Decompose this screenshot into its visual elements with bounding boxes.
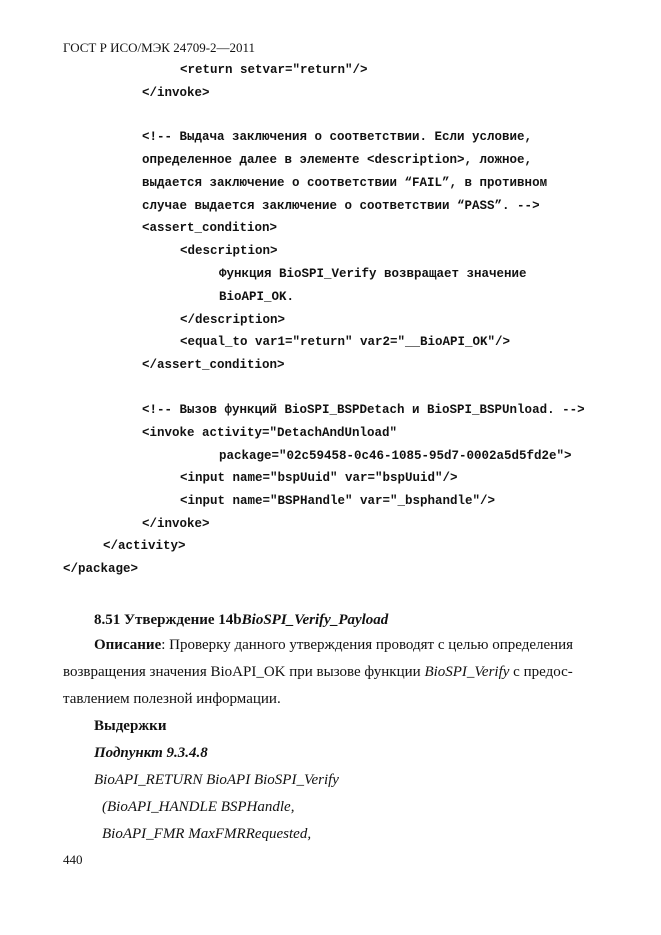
code-comment-line: <!-- Вызов функций BioSPI_BSPDetach и BioSPI_BSPUnload. -->	[142, 403, 585, 417]
description-line	[63, 664, 573, 681]
page-number: 440	[63, 852, 83, 867]
code-line: </description>	[180, 313, 286, 327]
signature-line: BioAPI_RETURN BioAPI BioSPI_Verify	[94, 772, 339, 788]
code-line: </invoke>	[142, 86, 210, 100]
signature-line: BioAPI_FMR MaxFMRRequested,	[102, 826, 312, 842]
code-line: <equal_to var1="return" var2="__BioAPI_OK"/>	[180, 335, 511, 349]
code-line: <return setvar="return"/>	[180, 63, 368, 77]
code-line: BioAPI_OK.	[219, 290, 295, 304]
code-line: package="02c59458-0c46-1085-95d7-0002a5d5fd2e">	[219, 449, 572, 463]
section-heading-title: BioSPI_Verify_Payload	[241, 612, 389, 628]
code-line: <description>	[180, 244, 278, 258]
code-line: <invoke activity="DetachAndUnload"	[142, 426, 398, 440]
code-comment-line: случае выдается заключение о соответствии “PASS”. -->	[142, 199, 540, 213]
code-line: </package>	[63, 562, 139, 576]
description-text: возвращения значения BioAPI_OK при вызове функции	[63, 664, 425, 680]
code-comment-line: <!-- Выдача заключения о соответствии. Если условие,	[142, 130, 533, 144]
code-line: <assert_condition>	[142, 221, 278, 235]
code-line: </invoke>	[142, 517, 210, 531]
description-line: тавлением полезной информации.	[63, 691, 281, 707]
code-line: </assert_condition>	[142, 358, 285, 372]
code-comment-line: определенное далее в элементе <description>, ложное,	[142, 153, 533, 167]
description-line	[94, 637, 573, 654]
document-header: ГОСТ Р ИСО/МЭК 24709-2—2011	[63, 40, 256, 55]
section-heading-number: 8.51 Утверждение 14b	[94, 612, 242, 628]
subclause-heading: Подпункт 9.3.4.8	[94, 745, 208, 761]
description-label: Описание	[94, 637, 162, 653]
code-line: Функция BioSPI_Verify возвращает значение	[219, 267, 527, 281]
code-line: <input name="bspUuid" var="bspUuid"/>	[180, 471, 458, 485]
code-line: </activity>	[103, 539, 186, 553]
signature-line: (BioAPI_HANDLE BSPHandle,	[102, 799, 295, 815]
description-text: с предос-	[509, 664, 573, 680]
description-text: : Проверку данного утверждения проводят с целью определения	[161, 637, 574, 653]
code-comment-line: выдается заключение о соответствии “FAIL”, в противном	[142, 176, 548, 190]
section-heading	[94, 612, 388, 629]
code-line: <input name="BSPHandle" var="_bsphandle"/>	[180, 494, 496, 508]
extracts-heading: Выдержки	[94, 718, 167, 734]
function-name: BioSPI_Verify	[424, 664, 510, 680]
